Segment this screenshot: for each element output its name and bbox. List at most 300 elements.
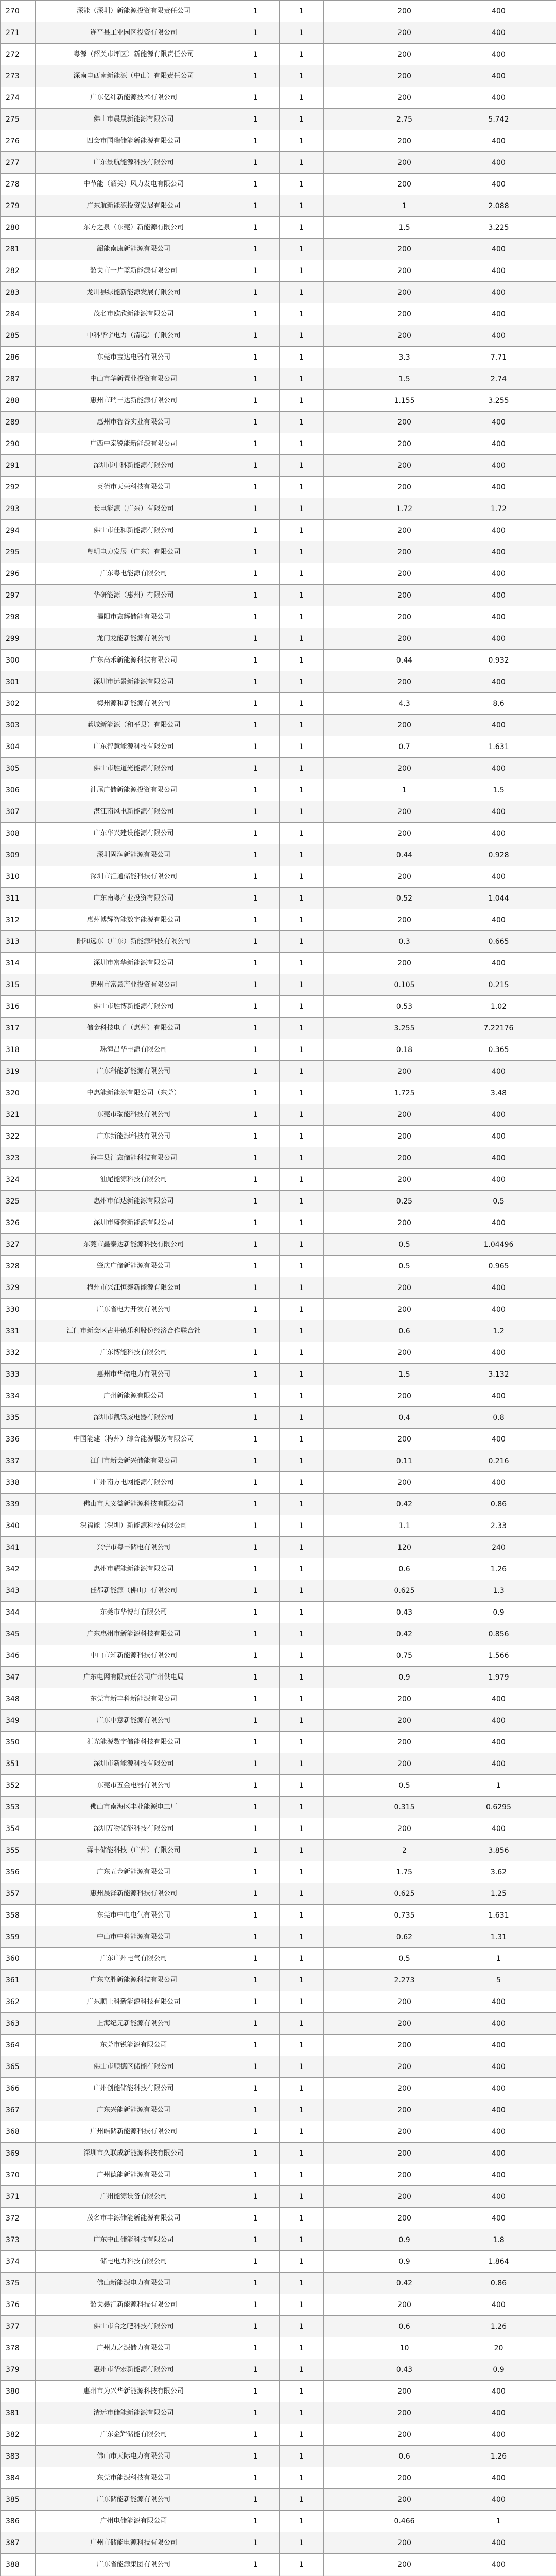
- row-index: 350: [1, 1732, 36, 1753]
- empty-cell: [324, 282, 368, 303]
- row-index: 338: [1, 1472, 36, 1494]
- count-b: 1: [280, 628, 324, 650]
- table-row: [1, 2294, 556, 2316]
- count-b: 1: [280, 2316, 324, 2337]
- table-row: [1, 239, 556, 260]
- capacity-power: 200: [368, 303, 441, 325]
- capacity-power: 200: [368, 1991, 441, 2013]
- capacity-energy: 400: [441, 1753, 556, 1775]
- table-row: [1, 758, 556, 779]
- company-name: 龙门龙能新能源有限公司: [36, 628, 232, 650]
- company-name: 深圳市久联成新能源科技有限公司: [36, 2143, 232, 2164]
- count-a: 1: [232, 931, 280, 953]
- capacity-power: 0.6: [368, 2446, 441, 2467]
- count-b: 1: [280, 2554, 324, 2575]
- capacity-energy: 400: [441, 2186, 556, 2208]
- company-name: 广西中泰锐能新能源有限公司: [36, 433, 232, 455]
- empty-cell: [324, 433, 368, 455]
- empty-cell: [324, 2143, 368, 2164]
- capacity-power: 200: [368, 2186, 441, 2208]
- capacity-energy: 400: [441, 1169, 556, 1191]
- count-a: 1: [232, 1732, 280, 1753]
- capacity-power: 200: [368, 2078, 441, 2099]
- capacity-energy: 2.74: [441, 368, 556, 390]
- capacity-energy: 400: [441, 1, 556, 22]
- empty-cell: [324, 239, 368, 260]
- table-row: [1, 2056, 556, 2078]
- count-a: 1: [232, 866, 280, 888]
- count-a: 1: [232, 1104, 280, 1126]
- company-name: 佛山市顺德区储能有限公司: [36, 2056, 232, 2078]
- company-name: 佳都新能源（佛山）有限公司: [36, 1580, 232, 1602]
- table-row: [1, 715, 556, 736]
- count-a: 1: [232, 520, 280, 541]
- row-index: 337: [1, 1450, 36, 1472]
- capacity-power: 200: [368, 823, 441, 844]
- capacity-energy: 1.3: [441, 1580, 556, 1602]
- table-row: [1, 801, 556, 823]
- table-row: [1, 1840, 556, 1861]
- empty-cell: [324, 390, 368, 412]
- capacity-energy: 1.72: [441, 498, 556, 520]
- capacity-energy: 400: [441, 1472, 556, 1494]
- empty-cell: [324, 260, 368, 282]
- capacity-energy: 1.631: [441, 736, 556, 758]
- count-b: 1: [280, 844, 324, 866]
- count-a: 1: [232, 2294, 280, 2316]
- capacity-power: 200: [368, 2424, 441, 2446]
- company-name: 佛山市晨晟新能源有限公司: [36, 109, 232, 130]
- capacity-power: 1: [368, 779, 441, 801]
- capacity-energy: 0.665: [441, 931, 556, 953]
- company-name: 东莞市新丰科新能源有限公司: [36, 1688, 232, 1710]
- capacity-power: 2.75: [368, 109, 441, 130]
- empty-cell: [324, 585, 368, 606]
- count-a: 1: [232, 844, 280, 866]
- capacity-power: 200: [368, 455, 441, 477]
- count-b: 1: [280, 1385, 324, 1407]
- empty-cell: [324, 953, 368, 974]
- count-b: 1: [280, 1147, 324, 1169]
- table-row: [1, 1602, 556, 1623]
- capacity-power: 0.52: [368, 888, 441, 909]
- table-body: [1, 1, 556, 2576]
- company-name: 佛山市胜博新能源有限公司: [36, 996, 232, 1018]
- count-a: 1: [232, 303, 280, 325]
- row-index: 347: [1, 1667, 36, 1688]
- capacity-power: 0.9: [368, 2229, 441, 2251]
- company-name: 梅州源和新能源有限公司: [36, 693, 232, 715]
- company-name: 霖丰储能科技（广州）有限公司: [36, 1840, 232, 1861]
- empty-cell: [324, 888, 368, 909]
- table-row: [1, 866, 556, 888]
- count-a: 1: [232, 217, 280, 239]
- capacity-energy: 400: [441, 1991, 556, 2013]
- count-b: 1: [280, 109, 324, 130]
- count-b: 1: [280, 2424, 324, 2446]
- row-index: 317: [1, 1018, 36, 1039]
- count-a: 1: [232, 1429, 280, 1450]
- company-name: 深圳万物储能科技有限公司: [36, 1818, 232, 1840]
- empty-cell: [324, 1645, 368, 1667]
- count-a: 1: [232, 1775, 280, 1797]
- capacity-energy: 400: [441, 2467, 556, 2489]
- capacity-energy: 400: [441, 455, 556, 477]
- capacity-power: 0.5: [368, 1234, 441, 1256]
- empty-cell: [324, 715, 368, 736]
- row-index: 291: [1, 455, 36, 477]
- table-row: [1, 2381, 556, 2402]
- count-b: 1: [280, 1775, 324, 1797]
- table-row: [1, 152, 556, 174]
- capacity-power: 200: [368, 541, 441, 563]
- company-name: 粤源（韶关市坪区）新能源有限责任公司: [36, 44, 232, 65]
- company-name: 深圳市富华新能源有限公司: [36, 953, 232, 974]
- company-name: 深福能（深圳）新能源科技有限公司: [36, 1515, 232, 1537]
- count-b: 1: [280, 1494, 324, 1515]
- count-a: 1: [232, 1710, 280, 1732]
- row-index: 279: [1, 195, 36, 217]
- row-index: 340: [1, 1515, 36, 1537]
- table-row: [1, 1472, 556, 1494]
- company-name: 储电电力科技有限公司: [36, 2251, 232, 2273]
- empty-cell: [324, 2013, 368, 2035]
- table-row: [1, 1082, 556, 1104]
- empty-cell: [324, 1082, 368, 1104]
- empty-cell: [324, 2511, 368, 2532]
- capacity-energy: 3.132: [441, 1364, 556, 1385]
- empty-cell: [324, 1147, 368, 1169]
- row-index: 319: [1, 1061, 36, 1082]
- row-index: 354: [1, 1818, 36, 1840]
- capacity-energy: 400: [441, 866, 556, 888]
- table-row: [1, 2229, 556, 2251]
- count-b: 1: [280, 693, 324, 715]
- capacity-energy: 400: [441, 2035, 556, 2056]
- company-name: 深圳市凯鸿威电器有限公司: [36, 1407, 232, 1429]
- row-index: 374: [1, 2251, 36, 2273]
- capacity-energy: 400: [441, 1385, 556, 1407]
- capacity-power: 0.625: [368, 1883, 441, 1905]
- row-index: 309: [1, 844, 36, 866]
- row-index: 318: [1, 1039, 36, 1061]
- table-row: [1, 22, 556, 44]
- capacity-power: 0.6: [368, 1320, 441, 1342]
- capacity-power: 0.466: [368, 2511, 441, 2532]
- count-a: 1: [232, 455, 280, 477]
- capacity-power: 200: [368, 130, 441, 152]
- company-name: 茂名市丰源储能新能源有限公司: [36, 2208, 232, 2229]
- count-b: 1: [280, 65, 324, 87]
- capacity-energy: 400: [441, 1732, 556, 1753]
- count-a: 1: [232, 2359, 280, 2381]
- empty-cell: [324, 650, 368, 671]
- company-name: 广东亿纬新能源技术有限公司: [36, 87, 232, 109]
- empty-cell: [324, 1991, 368, 2013]
- empty-cell: [324, 563, 368, 585]
- capacity-power: 0.42: [368, 2273, 441, 2294]
- row-index: 366: [1, 2078, 36, 2099]
- capacity-energy: 400: [441, 1299, 556, 1320]
- capacity-energy: 1.26: [441, 2446, 556, 2467]
- company-name: 惠州市富鑫产业投资有限公司: [36, 974, 232, 996]
- capacity-energy: 5.742: [441, 109, 556, 130]
- count-b: 1: [280, 130, 324, 152]
- row-index: 278: [1, 174, 36, 195]
- empty-cell: [324, 1256, 368, 1277]
- row-index: 275: [1, 109, 36, 130]
- table-row: [1, 2164, 556, 2186]
- company-name: 佛山市合之吧科技有限公司: [36, 2316, 232, 2337]
- row-index: 339: [1, 1494, 36, 1515]
- table-row: [1, 563, 556, 585]
- empty-cell: [324, 1342, 368, 1364]
- row-index: 363: [1, 2013, 36, 2035]
- capacity-energy: 3.255: [441, 390, 556, 412]
- capacity-power: 0.18: [368, 1039, 441, 1061]
- capacity-power: 200: [368, 715, 441, 736]
- capacity-power: 200: [368, 1688, 441, 1710]
- count-b: 1: [280, 1797, 324, 1818]
- capacity-energy: 400: [441, 325, 556, 347]
- table-row: [1, 1147, 556, 1169]
- count-b: 1: [280, 2143, 324, 2164]
- capacity-energy: 8.6: [441, 693, 556, 715]
- count-b: 1: [280, 2099, 324, 2121]
- row-index: 323: [1, 1147, 36, 1169]
- capacity-energy: 5: [441, 1970, 556, 1991]
- table-row: [1, 1169, 556, 1191]
- capacity-power: 0.42: [368, 1494, 441, 1515]
- count-b: 1: [280, 2186, 324, 2208]
- count-a: 1: [232, 260, 280, 282]
- capacity-energy: 400: [441, 1342, 556, 1364]
- table-row: [1, 909, 556, 931]
- company-name: 广东南粤产业投资有限公司: [36, 888, 232, 909]
- capacity-power: 200: [368, 1277, 441, 1299]
- company-name: 广东高禾新能源科技有限公司: [36, 650, 232, 671]
- capacity-power: 200: [368, 2099, 441, 2121]
- row-index: 310: [1, 866, 36, 888]
- capacity-energy: 400: [441, 1212, 556, 1234]
- empty-cell: [324, 1840, 368, 1861]
- company-name: 中惠能新能源有限公司（东莞）: [36, 1082, 232, 1104]
- capacity-power: 1.75: [368, 1861, 441, 1883]
- table-row: [1, 65, 556, 87]
- count-a: 1: [232, 1558, 280, 1580]
- table-row: [1, 1883, 556, 1905]
- count-b: 1: [280, 1, 324, 22]
- row-index: 280: [1, 217, 36, 239]
- count-b: 1: [280, 1061, 324, 1082]
- row-index: 274: [1, 87, 36, 109]
- count-a: 1: [232, 1018, 280, 1039]
- count-b: 1: [280, 2467, 324, 2489]
- table-row: [1, 2143, 556, 2164]
- capacity-energy: 400: [441, 1104, 556, 1126]
- capacity-energy: 400: [441, 87, 556, 109]
- count-b: 1: [280, 2402, 324, 2424]
- empty-cell: [324, 2489, 368, 2511]
- count-b: 1: [280, 736, 324, 758]
- count-a: 1: [232, 2273, 280, 2294]
- count-a: 1: [232, 1061, 280, 1082]
- capacity-energy: 3.225: [441, 217, 556, 239]
- capacity-power: 200: [368, 44, 441, 65]
- row-index: 298: [1, 606, 36, 628]
- row-index: 290: [1, 433, 36, 455]
- capacity-energy: 400: [441, 1710, 556, 1732]
- count-a: 1: [232, 1818, 280, 1840]
- count-a: 1: [232, 1753, 280, 1775]
- company-name: 惠州市耀能新能源有限公司: [36, 1558, 232, 1580]
- capacity-power: 200: [368, 2208, 441, 2229]
- company-name: 英德市天荣科技有限公司: [36, 477, 232, 498]
- empty-cell: [324, 2164, 368, 2186]
- table-row: [1, 2467, 556, 2489]
- table-row: [1, 2035, 556, 2056]
- table-row: [1, 628, 556, 650]
- empty-cell: [324, 1191, 368, 1212]
- capacity-energy: 1.8: [441, 2229, 556, 2251]
- count-a: 1: [232, 347, 280, 368]
- capacity-power: 200: [368, 1169, 441, 1191]
- company-name: 珠海昌华电源有限公司: [36, 1039, 232, 1061]
- company-name: 广东景航能源科技有限公司: [36, 152, 232, 174]
- capacity-power: 200: [368, 239, 441, 260]
- table-row: [1, 282, 556, 303]
- capacity-energy: 1.04496: [441, 1234, 556, 1256]
- company-name: 广东顺上科新能源科技有限公司: [36, 1991, 232, 2013]
- capacity-power: 0.735: [368, 1905, 441, 1926]
- capacity-power: 1.1: [368, 1515, 441, 1537]
- row-index: 330: [1, 1299, 36, 1320]
- capacity-energy: 400: [441, 2554, 556, 2575]
- table-row: [1, 1234, 556, 1256]
- table-row: [1, 477, 556, 498]
- row-index: 370: [1, 2164, 36, 2186]
- capacity-power: 200: [368, 1104, 441, 1126]
- count-b: 1: [280, 1320, 324, 1342]
- count-b: 1: [280, 1623, 324, 1645]
- count-b: 1: [280, 715, 324, 736]
- row-index: 297: [1, 585, 36, 606]
- empty-cell: [324, 1234, 368, 1256]
- count-a: 1: [232, 715, 280, 736]
- empty-cell: [324, 2381, 368, 2402]
- count-a: 1: [232, 1537, 280, 1558]
- company-name: 肇庆广储新能源有限公司: [36, 1256, 232, 1277]
- row-index: 320: [1, 1082, 36, 1104]
- count-b: 1: [280, 1558, 324, 1580]
- table-row: [1, 2099, 556, 2121]
- table-row: [1, 368, 556, 390]
- table-row: [1, 1104, 556, 1126]
- capacity-energy: 1.864: [441, 2251, 556, 2273]
- capacity-energy: 400: [441, 2208, 556, 2229]
- row-index: 315: [1, 974, 36, 996]
- company-name: 广东航新能源投资发展有限公司: [36, 195, 232, 217]
- company-name: 储金科技电子（惠州）有限公司: [36, 1018, 232, 1039]
- count-a: 1: [232, 1169, 280, 1191]
- table-row: [1, 2186, 556, 2208]
- count-a: 1: [232, 2489, 280, 2511]
- row-index: 313: [1, 931, 36, 953]
- capacity-energy: 1.5: [441, 779, 556, 801]
- count-b: 1: [280, 1948, 324, 1970]
- table-row: [1, 1385, 556, 1407]
- count-b: 1: [280, 2532, 324, 2554]
- row-index: 272: [1, 44, 36, 65]
- capacity-power: 0.53: [368, 996, 441, 1018]
- row-index: 287: [1, 368, 36, 390]
- row-index: 368: [1, 2121, 36, 2143]
- empty-cell: [324, 130, 368, 152]
- row-index: 346: [1, 1645, 36, 1667]
- count-a: 1: [232, 650, 280, 671]
- capacity-power: 0.6: [368, 2316, 441, 2337]
- row-index: 369: [1, 2143, 36, 2164]
- count-b: 1: [280, 1905, 324, 1926]
- table-row: [1, 44, 556, 65]
- table-row: [1, 1732, 556, 1753]
- capacity-power: 200: [368, 606, 441, 628]
- empty-cell: [324, 1429, 368, 1450]
- count-b: 1: [280, 1407, 324, 1429]
- count-b: 1: [280, 1991, 324, 2013]
- count-b: 1: [280, 347, 324, 368]
- count-a: 1: [232, 2554, 280, 2575]
- table-row: [1, 585, 556, 606]
- count-a: 1: [232, 2381, 280, 2402]
- capacity-energy: 0.9: [441, 1602, 556, 1623]
- count-a: 1: [232, 1970, 280, 1991]
- empty-cell: [324, 1385, 368, 1407]
- company-name: 深圳市远景新能源有限公司: [36, 671, 232, 693]
- count-b: 1: [280, 239, 324, 260]
- row-index: 324: [1, 1169, 36, 1191]
- capacity-power: 0.315: [368, 1797, 441, 1818]
- capacity-power: 200: [368, 2467, 441, 2489]
- row-index: 353: [1, 1797, 36, 1818]
- empty-cell: [324, 2208, 368, 2229]
- capacity-power: 200: [368, 1732, 441, 1753]
- table-row: [1, 1018, 556, 1039]
- company-name: 广东省电力开发有限公司: [36, 1299, 232, 1320]
- count-b: 1: [280, 779, 324, 801]
- count-b: 1: [280, 1515, 324, 1537]
- table-row: [1, 1991, 556, 2013]
- count-a: 1: [232, 390, 280, 412]
- count-a: 1: [232, 2402, 280, 2424]
- empty-cell: [324, 1450, 368, 1472]
- row-index: 308: [1, 823, 36, 844]
- count-b: 1: [280, 888, 324, 909]
- count-a: 1: [232, 1623, 280, 1645]
- capacity-energy: 400: [441, 303, 556, 325]
- empty-cell: [324, 779, 368, 801]
- empty-cell: [324, 1797, 368, 1818]
- capacity-energy: 0.9: [441, 2359, 556, 2381]
- table-row: [1, 1039, 556, 1061]
- empty-cell: [324, 1970, 368, 1991]
- capacity-power: 0.625: [368, 1580, 441, 1602]
- capacity-power: 200: [368, 2489, 441, 2511]
- count-a: 1: [232, 779, 280, 801]
- capacity-energy: 400: [441, 1277, 556, 1299]
- table-row: [1, 1364, 556, 1385]
- count-b: 1: [280, 433, 324, 455]
